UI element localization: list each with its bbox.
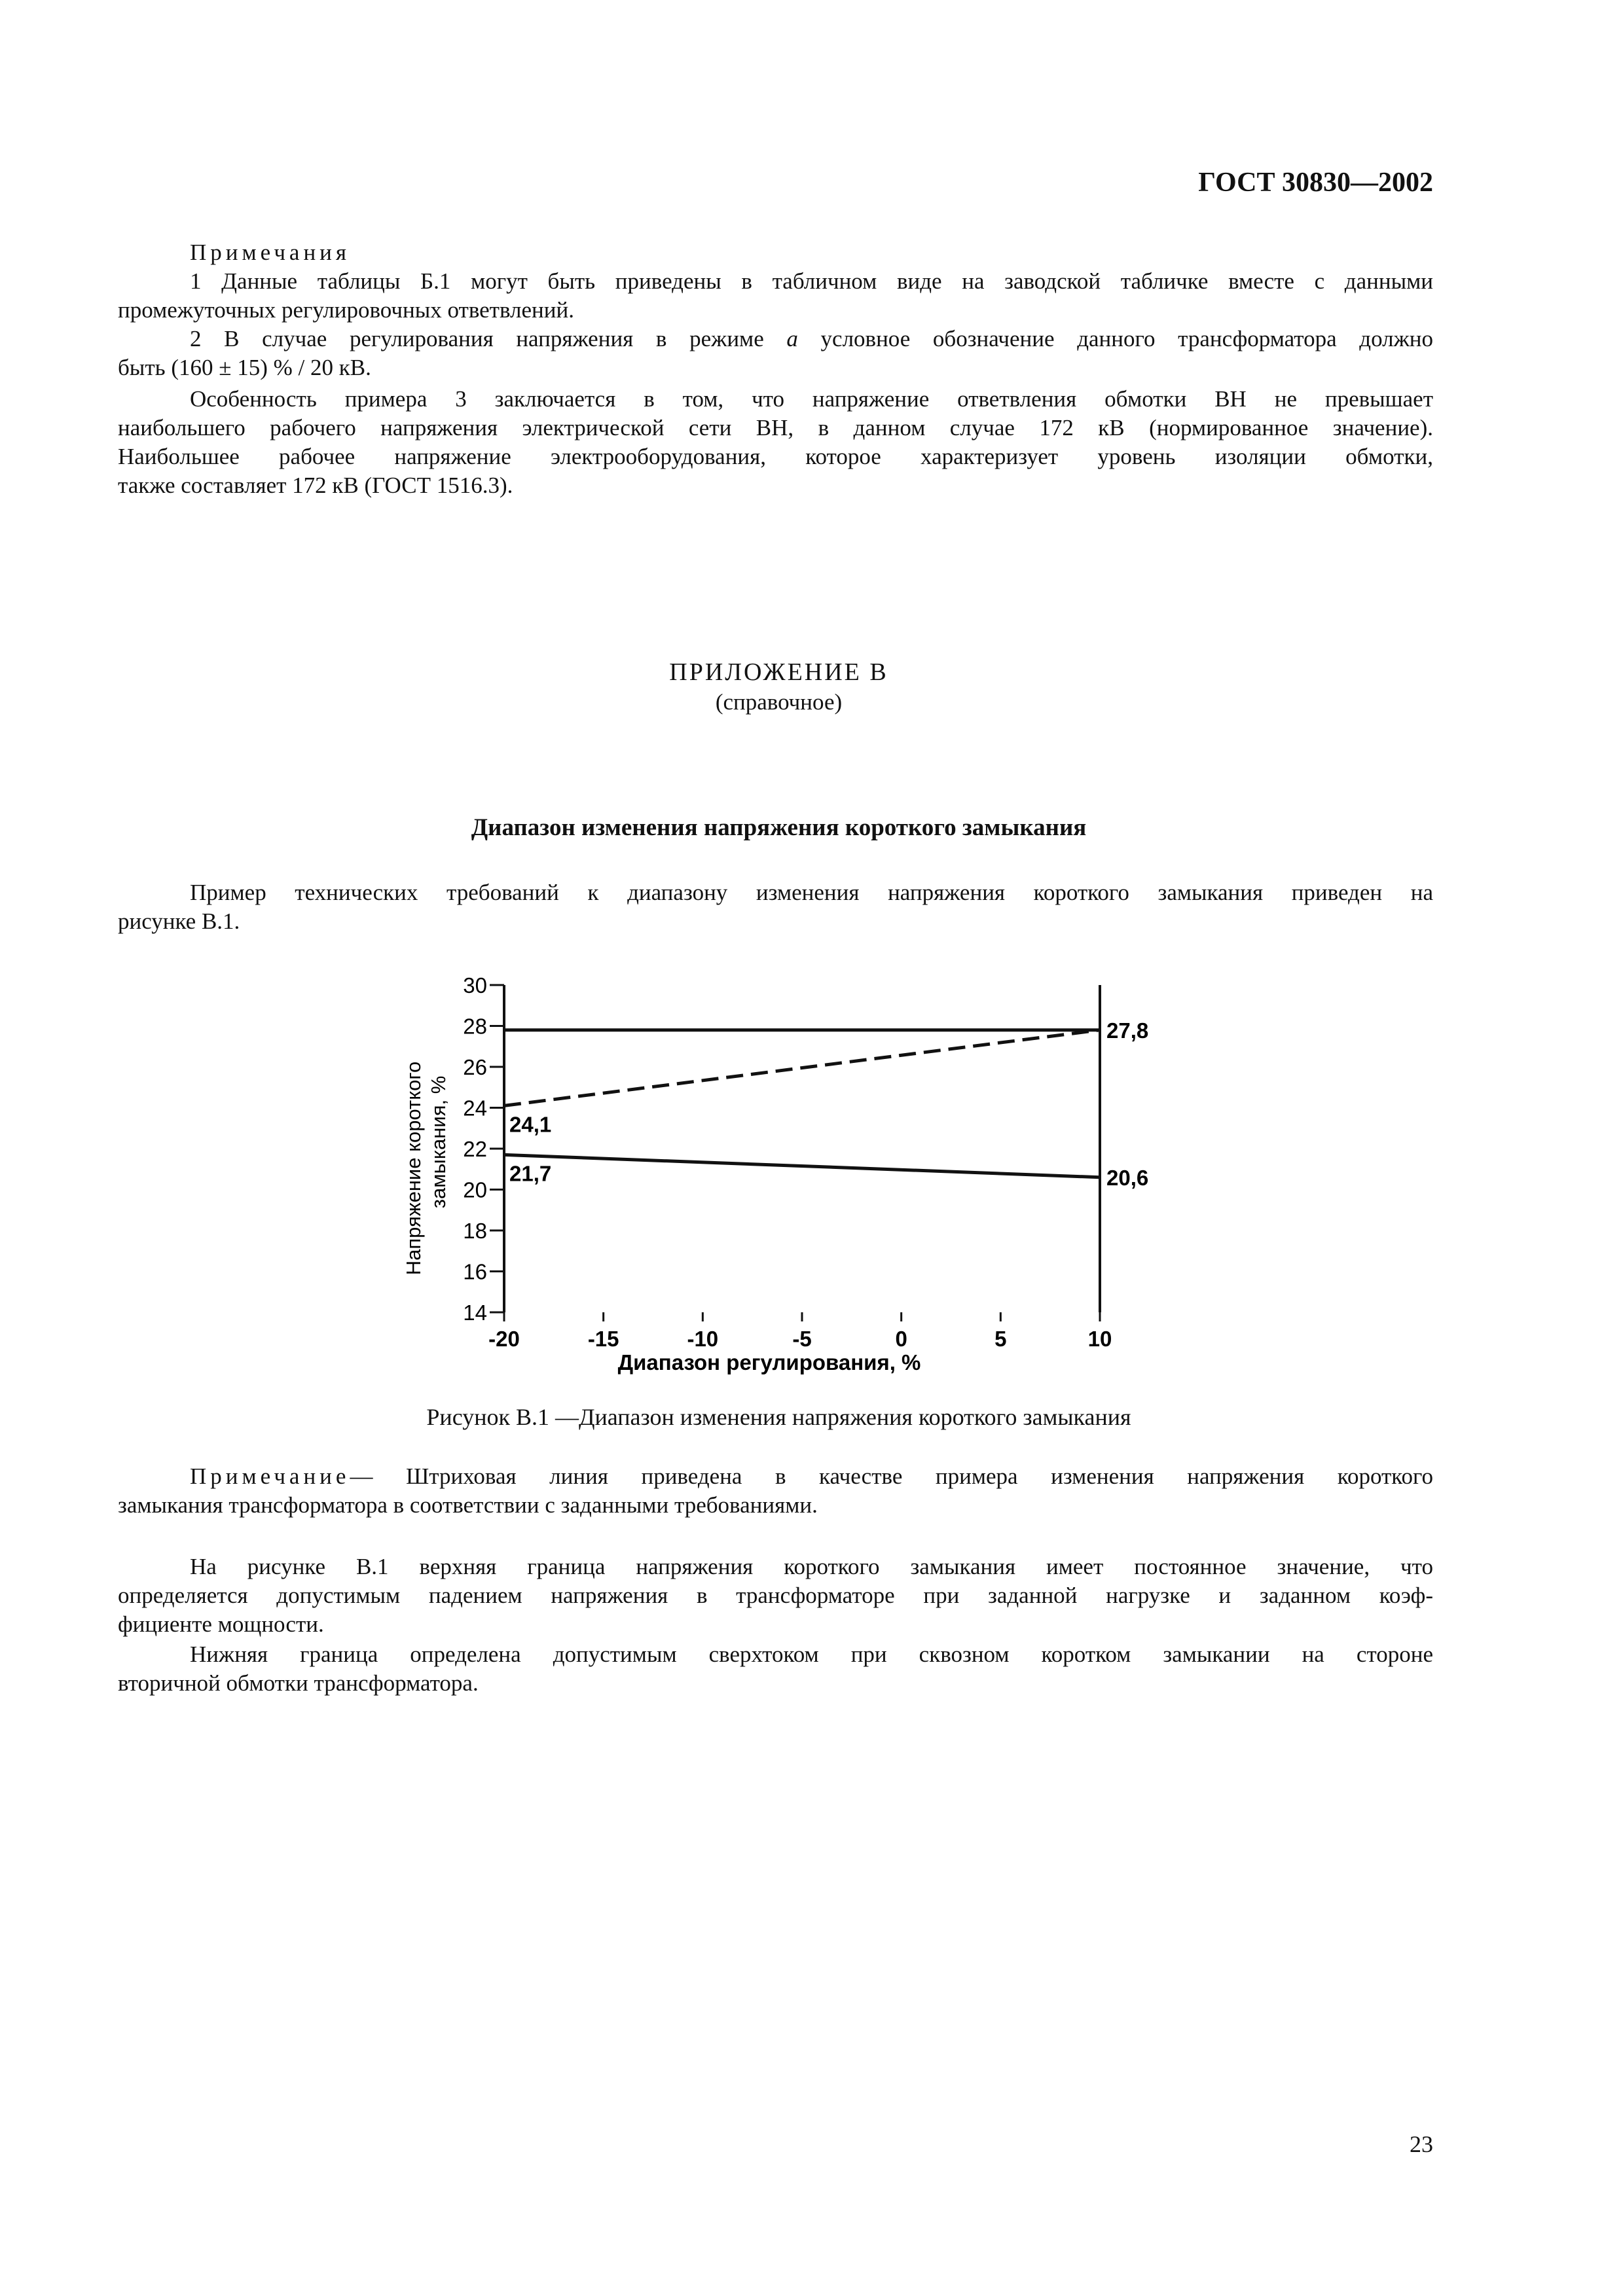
y-tick-label: 28 [463,1014,487,1039]
chart-labels [402,1018,1148,1374]
x-tick-label: 10 [1087,1327,1112,1351]
document-code: ГОСТ 30830—2002 [1198,168,1433,198]
lower-paragraph-line-2: вторичной обмотки трансформатора. [118,1670,479,1696]
y-axis-label-line-2: замыкания, % [427,1075,450,1209]
x-tick-label: 5 [994,1327,1007,1351]
note-2-text-a: 2 В случае регулирования напряжения в режиме [190,326,787,351]
example3-line-1: Особенность примера 3 заключается в том, что напряжение ответвления обмотки ВН не превышает [190,386,1433,412]
y-axis-label-line-1: Напряжение короткого [402,1061,425,1276]
y-tick-label: 22 [463,1137,487,1161]
bottom-note-text: — Штриховая линия приведена в качестве примера изменения напряжения короткого [350,1463,1433,1489]
note-2-text-b: условное обозначение данного трансформатора должно [797,326,1434,351]
x-tick-label: -5 [792,1327,812,1351]
y-tick-label: 26 [463,1055,487,1079]
chart-svg [393,965,1178,1374]
data-label: 20,6 [1106,1165,1149,1190]
upper-paragraph-line-2: определяется допустимым падением напряжения в трансформаторе при заданной нагрузке и заданном коэф- [118,1583,1433,1608]
lower-paragraph-line-1: Нижняя граница определена допустимым сверхтоком при сквозном коротком замыкании на стороне [190,1641,1433,1667]
example3-line-4: также составляет 172 кВ (ГОСТ 1516.3). [118,473,513,498]
upper-paragraph-line-3: фициенте мощности. [118,1611,324,1637]
note-1-line-1: 1 Данные таблицы Б.1 могут быть приведены в табличном виде на заводской табличке вместе с данными [190,268,1433,294]
bottom-note-line-1 [190,1462,1433,1491]
bottom-note-label: Примечание [190,1463,350,1489]
x-tick-label: -10 [687,1327,719,1351]
data-label: 21,7 [509,1161,552,1186]
y-tick-label: 14 [463,1300,487,1325]
y-tick-label: 24 [463,1096,487,1121]
x-axis-label: Диапазон регулирования, % [617,1350,921,1374]
note-2-mode-letter: а [786,326,798,351]
data-label: 27,8 [1106,1018,1149,1043]
appendix-subtitle: (справочное) [715,689,843,715]
example3-line-2: наибольшего рабочего напряжения электрической сети ВН, в данном случае 172 кВ (нормированное значение). [118,415,1433,440]
figure-b1-chart [393,965,1178,1374]
figure-caption: Рисунок В.1 —Диапазон изменения напряжения короткого замыкания [426,1404,1131,1430]
x-tick-label: 0 [895,1327,907,1351]
section-title: Диапазон изменения напряжения короткого замыкания [471,814,1087,841]
y-tick-label: 20 [463,1177,487,1202]
series-line-3 [504,1155,1100,1177]
intro-line-1: Пример технических требований к диапазону изменения напряжения короткого замыкания приведен на [190,880,1433,905]
intro-line-2: рисунке В.1. [118,908,240,934]
x-tick-label: -20 [488,1327,520,1351]
note-2-line-1 [190,325,1433,353]
chart-series [504,1030,1100,1177]
notes-heading: Примечания [190,240,351,265]
y-tick-label: 30 [463,973,487,997]
y-tick-label: 16 [463,1259,487,1284]
note-2-line-2: быть (160 ± 15) % / 20 кВ. [118,355,371,380]
bottom-note-line-2: замыкания трансформатора в соответствии с заданными требованиями. [118,1492,818,1518]
page-number: 23 [1410,2131,1433,2157]
example3-line-3: Наибольшее рабочее напряжение электрооборудования, которое характеризует уровень изоляции обмотки, [118,444,1433,469]
x-tick-label: -15 [587,1327,619,1351]
upper-paragraph-line-1: На рисунке В.1 верхняя граница напряжения короткого замыкания имеет постоянное значение, что [190,1554,1433,1579]
y-tick-label: 18 [463,1219,487,1243]
note-1-line-2: промежуточных регулировочных ответвлений. [118,297,574,323]
appendix-title: ПРИЛОЖЕНИЕ В [669,658,888,686]
series-line-2 [504,1030,1100,1106]
data-label: 24,1 [509,1112,552,1137]
